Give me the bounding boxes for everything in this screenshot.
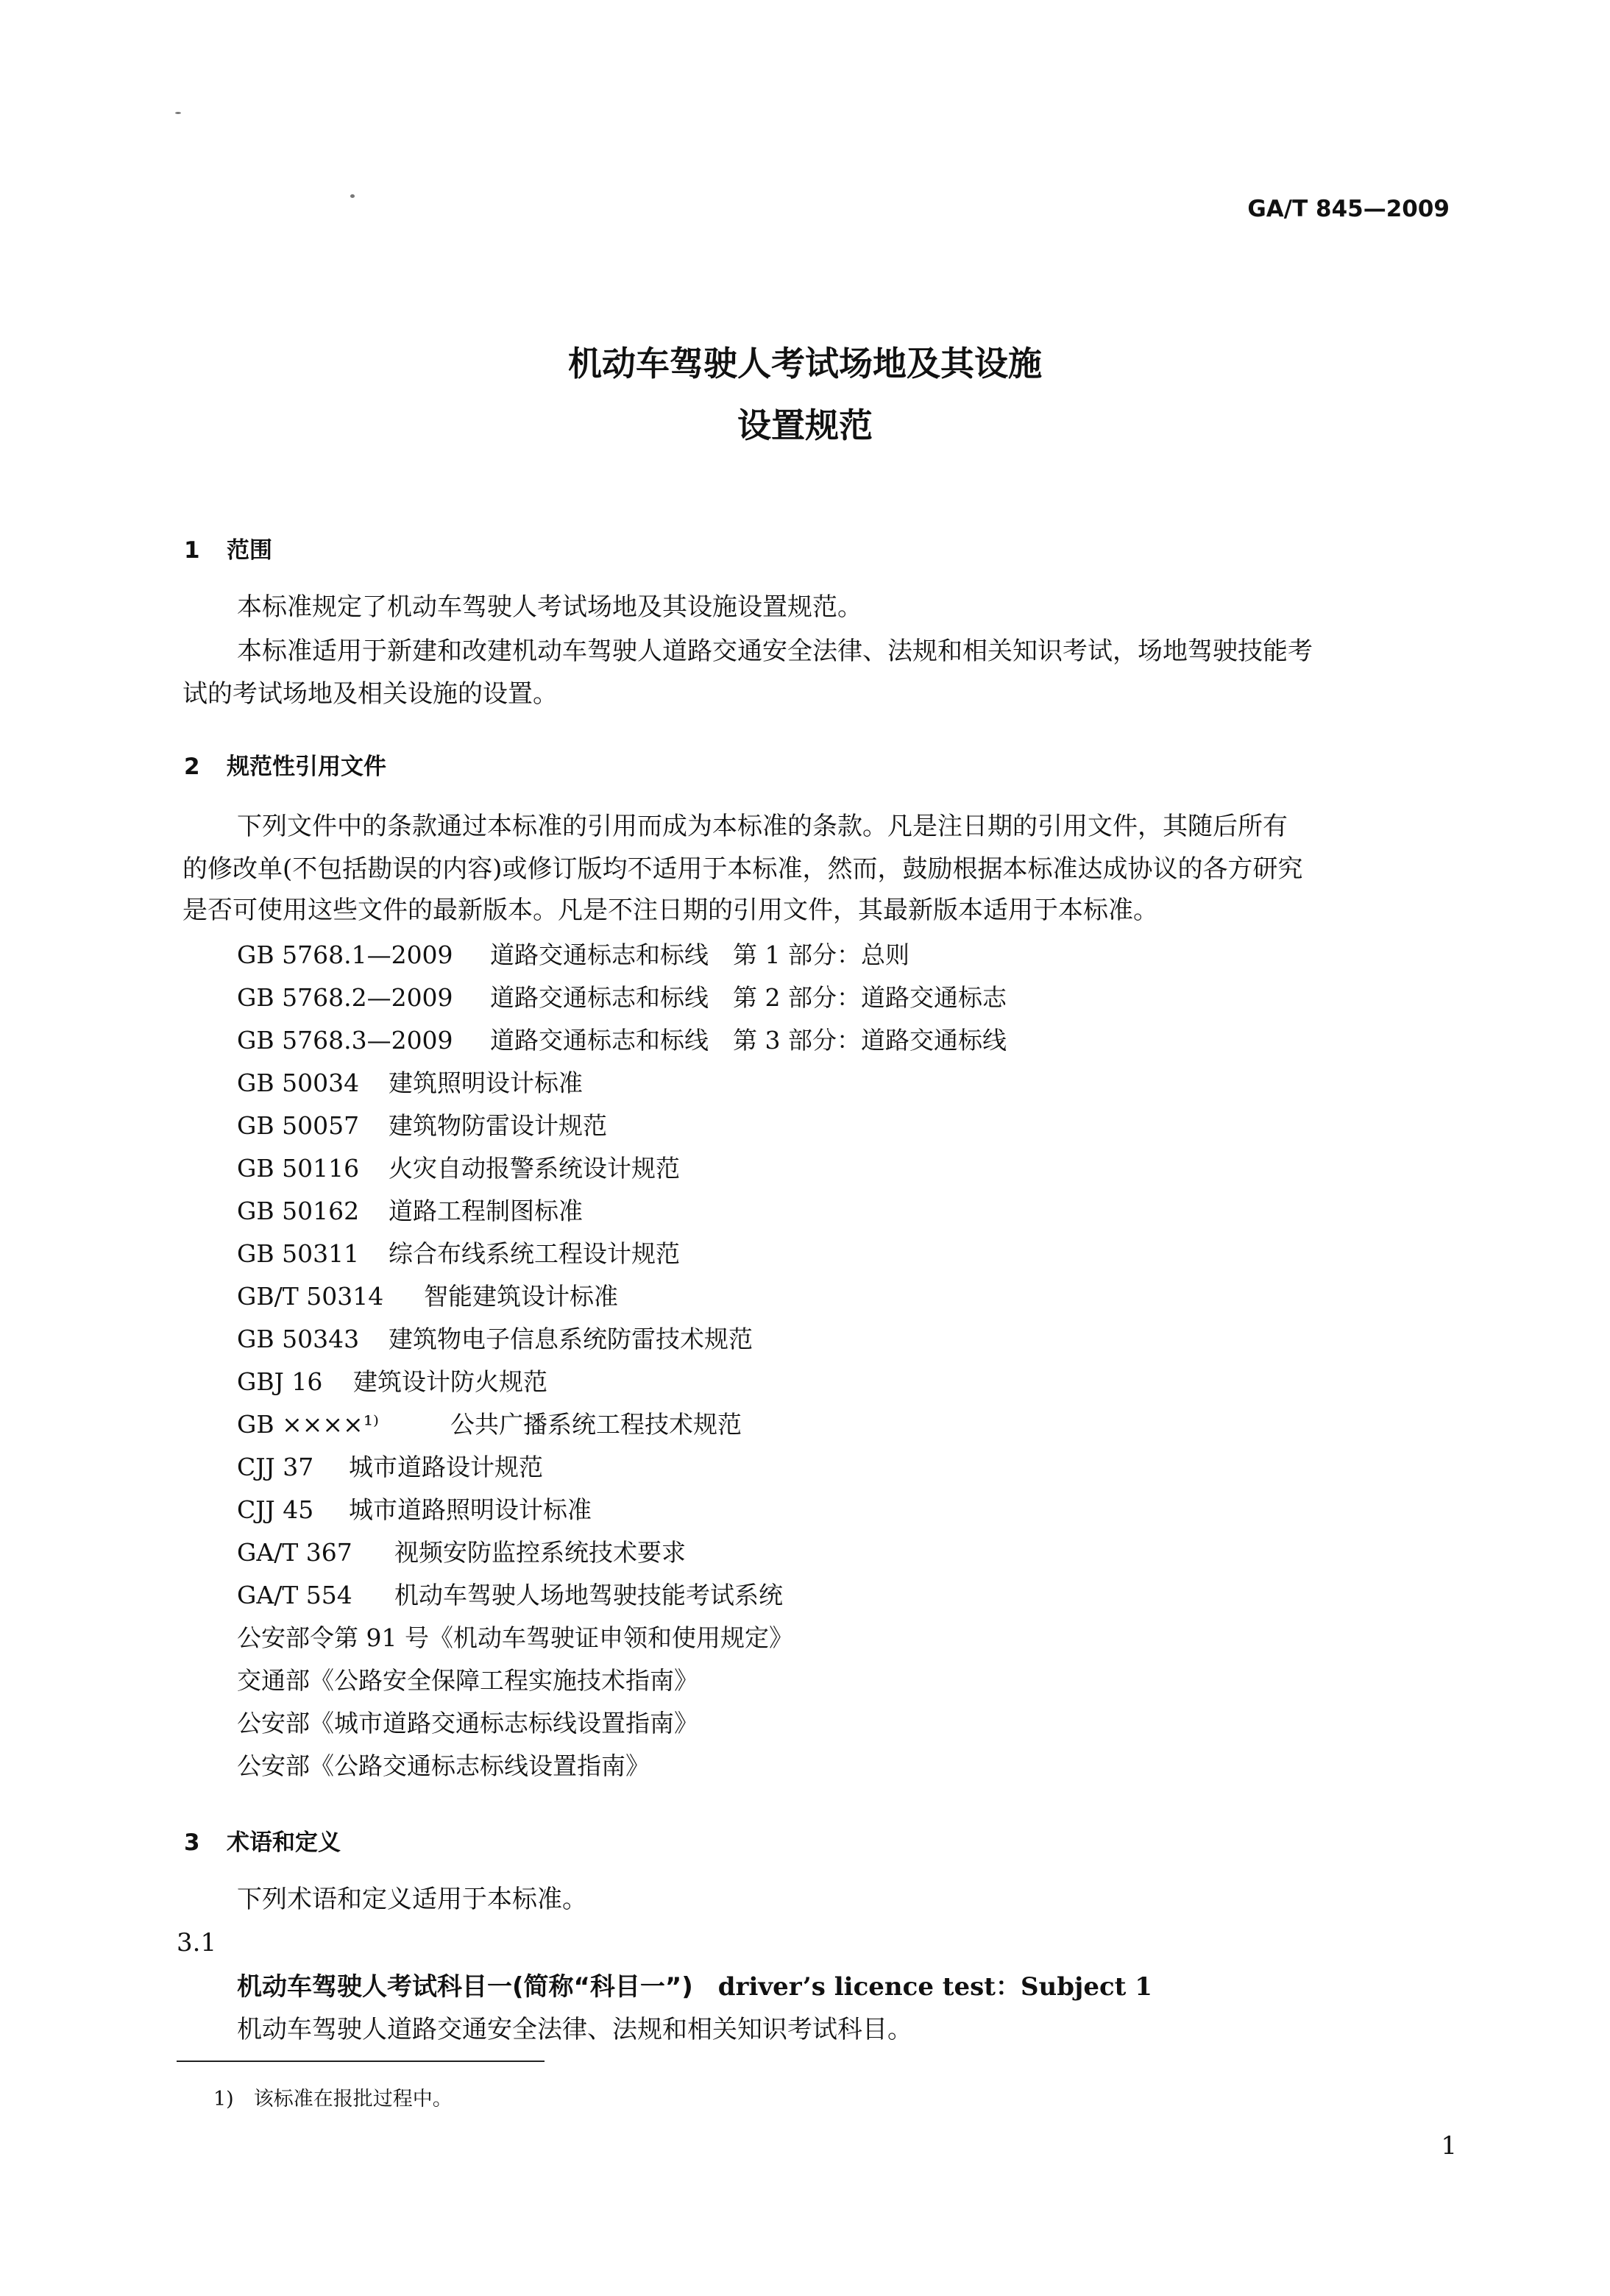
term-english: driver’s licence test：Subject 1 (717, 1972, 1152, 2002)
paragraph: 下列文件中的条款通过本标准的引用而成为本标准的条款。凡是注日期的引用文件，其随后所有 (237, 812, 1288, 841)
section-heading-scope (184, 531, 272, 564)
reference-code: GB 50162 (237, 1197, 360, 1225)
reference-title: 道路交通标志和标线 第 3 部分：道路交通标线 (490, 1026, 1007, 1055)
reference-item (237, 979, 1007, 1013)
section-title: 术语和定义 (227, 1829, 341, 1856)
section-number: 2 (184, 754, 200, 780)
reference-item (237, 1320, 753, 1355)
reference-code: GB 5768.3—2009 (237, 1026, 453, 1055)
reference-item (237, 1363, 547, 1397)
document-title: 机动车驾驶人考试场地及其设施 (568, 344, 1042, 383)
term-chinese: 机动车驾驶人考试科目一(简称“科目一”) (237, 1972, 693, 2002)
term-number: 3.1 (177, 1928, 217, 1957)
reference-item (237, 1107, 607, 1141)
reference-title: 建筑照明设计标准 (389, 1069, 583, 1097)
reference-code: GA/T 367 (237, 1538, 352, 1567)
reference-title: 道路交通标志和标线 第 2 部分：道路交通标志 (490, 983, 1007, 1012)
reference-item (237, 1747, 650, 1782)
reference-item (237, 1192, 583, 1227)
reference-title: 道路工程制图标准 (389, 1197, 583, 1225)
reference-title: 建筑物防雷设计规范 (389, 1111, 607, 1140)
page-number: 1 (1441, 2131, 1457, 2161)
reference-title: 道路交通标志和标线 第 1 部分：总则 (490, 940, 909, 969)
reference-item (237, 936, 909, 971)
reference-code: GB 5768.2—2009 (237, 983, 453, 1012)
scan-speck (175, 112, 181, 114)
reference-code: GBJ 16 (237, 1367, 323, 1396)
reference-item (237, 1064, 583, 1099)
reference-title: 公安部《公路交通标志标线设置指南》 (237, 1751, 650, 1780)
reference-title: 智能建筑设计标准 (424, 1282, 618, 1311)
reference-title: 公安部《城市道路交通标志标线设置指南》 (237, 1709, 698, 1737)
reference-title: 建筑物电子信息系统防雷技术规范 (389, 1325, 753, 1353)
paragraph: 下列术语和定义适用于本标准。 (237, 1885, 587, 1914)
reference-title: 城市道路照明设计标准 (349, 1495, 592, 1524)
footnote-divider (177, 2061, 545, 2062)
reference-code: GA/T 554 (237, 1581, 352, 1609)
scan-speck (350, 194, 355, 198)
reference-title: 机动车驾驶人场地驾驶技能考试系统 (394, 1581, 783, 1609)
section-number: 1 (184, 537, 200, 564)
reference-item (237, 1704, 698, 1739)
paragraph: 的修改单(不包括勘误的内容)或修订版均不适用于本标准，然而，鼓励根据本标准达成协议的各方研究 (182, 854, 1303, 884)
reference-item (237, 1662, 698, 1696)
reference-code: GB 50311 (237, 1239, 360, 1268)
term-definition: 机动车驾驶人道路交通安全法律、法规和相关知识考试科目。 (237, 2015, 912, 2044)
section-heading-terms-and-definitions (184, 1824, 341, 1857)
reference-code: GB 50034 (237, 1069, 360, 1097)
reference-code: GB 5768.1—2009 (237, 940, 453, 969)
reference-code: CJJ 37 (237, 1453, 314, 1481)
reference-item (237, 1235, 680, 1269)
reference-item (237, 1406, 742, 1440)
section-title: 范围 (227, 537, 272, 564)
footnote: 1) 该标准在报批过程中。 (213, 2088, 453, 2111)
reference-code: GB 50343 (237, 1325, 360, 1353)
reference-code: CJJ 45 (237, 1495, 314, 1524)
section-heading-normative-references (184, 748, 386, 781)
reference-title: 火灾自动报警系统设计规范 (389, 1154, 680, 1183)
reference-title: 建筑设计防火规范 (353, 1367, 547, 1396)
reference-title: 综合布线系统工程设计规范 (389, 1239, 680, 1268)
paragraph: 是否可使用这些文件的最新版本。凡是不注日期的引用文件，其最新版本适用于本标准。 (182, 896, 1158, 925)
reference-item (237, 1491, 592, 1526)
section-number: 3 (184, 1829, 200, 1856)
reference-item (237, 1619, 793, 1654)
reference-code: GB 50057 (237, 1111, 360, 1140)
section-title: 规范性引用文件 (227, 754, 386, 780)
standard-code: GA/T 845—2009 (1247, 196, 1450, 222)
reference-code: GB 50116 (237, 1154, 360, 1183)
reference-item (237, 1149, 680, 1184)
reference-title: 公共广播系统工程技术规范 (450, 1410, 742, 1439)
reference-code: GB ××××¹⁾ (237, 1410, 380, 1439)
reference-title: 公安部令第 91 号《机动车驾驶证申领和使用规定》 (237, 1623, 793, 1652)
reference-item (237, 1278, 618, 1312)
paragraph: 本标准适用于新建和改建机动车驾驶人道路交通安全法律、法规和相关知识考试，场地驾驶技能考 (237, 637, 1313, 666)
reference-title: 城市道路设计规范 (349, 1453, 543, 1481)
term-entry (237, 1966, 1152, 2002)
reference-item (237, 1576, 783, 1611)
paragraph: 试的考试场地及相关设施的设置。 (182, 679, 558, 709)
paragraph: 本标准规定了机动车驾驶人考试场地及其设施设置规范。 (237, 592, 862, 622)
document-title-line2: 设置规范 (737, 405, 873, 445)
reference-item (237, 1534, 686, 1568)
reference-title: 视频安防监控系统技术要求 (394, 1538, 686, 1567)
reference-code: GB/T 50314 (237, 1282, 384, 1311)
reference-item (237, 1021, 1007, 1056)
reference-title: 交通部《公路安全保障工程实施技术指南》 (237, 1666, 698, 1695)
reference-item (237, 1448, 543, 1483)
